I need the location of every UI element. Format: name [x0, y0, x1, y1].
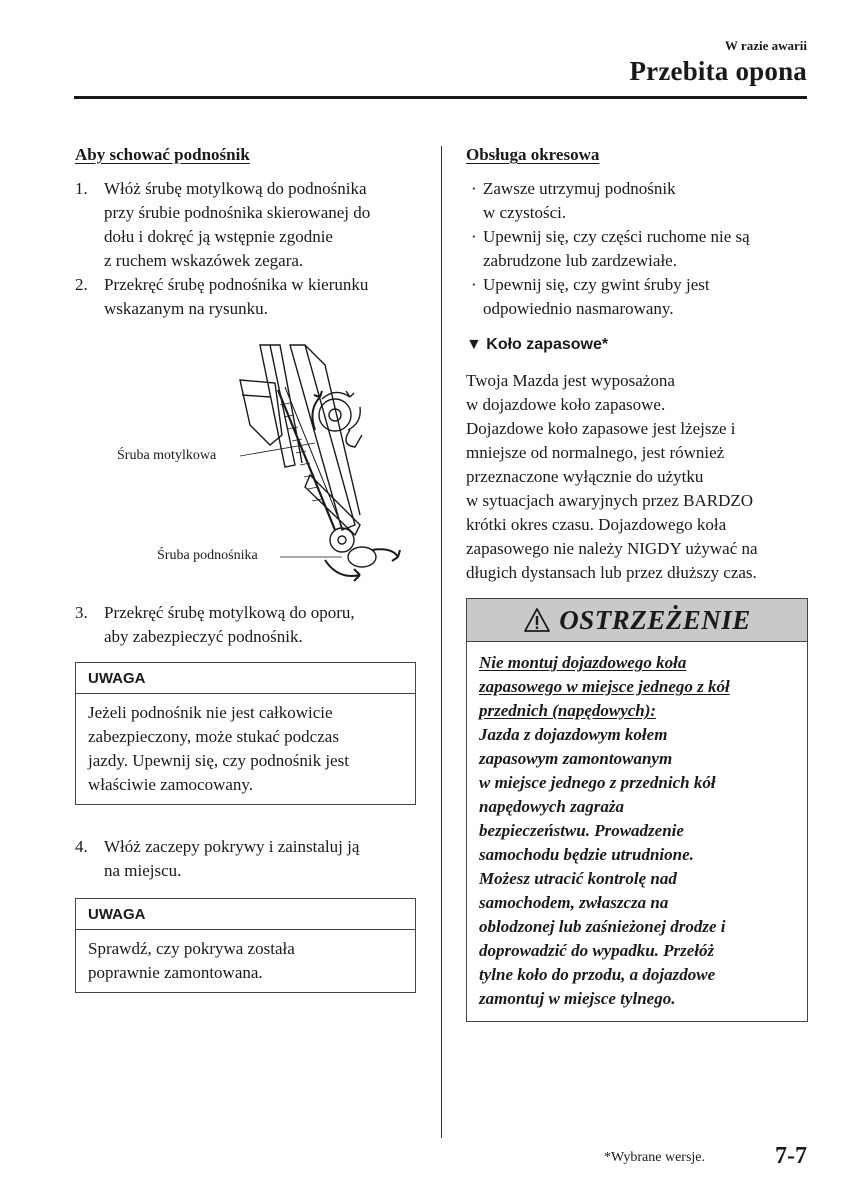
column-divider: [441, 146, 442, 1138]
caution-body: [76, 694, 415, 804]
list-item: [466, 177, 811, 225]
warning-triangle-icon: [523, 607, 551, 633]
step-line: Przekręć śrubę podnośnika w kierunku: [104, 275, 369, 294]
spare-wheel-heading: ▼ Koło zapasowe*: [466, 336, 609, 353]
text-line: Dojazdowe koło zapasowe jest lżejsze i: [466, 419, 736, 438]
caution-line: zabezpieczony, może stukać podczas: [88, 727, 339, 746]
text-line: w dojazdowe koło zapasowe.: [466, 395, 666, 414]
warning-line: napędowych zagraża: [479, 797, 624, 816]
bullet-dot: ·: [471, 227, 477, 246]
step-1: [75, 177, 425, 273]
step-line: dołu i dokręć ją wstępnie zgodnie: [104, 227, 333, 246]
warning-line: doprowadzić do wypadku. Przełóż: [479, 941, 715, 960]
warning-line: samochodu będzie utrudnione.: [479, 845, 694, 864]
bullet-dot: ·: [471, 275, 477, 294]
caution-line: poprawnie zamontowana.: [88, 963, 263, 982]
step-line: wskazanym na rysunku.: [104, 299, 268, 318]
steps-list: [75, 177, 425, 321]
page-title: Przebita opona: [629, 56, 807, 86]
list-line: Zawsze utrzymuj podnośnik: [483, 179, 676, 198]
jack-bolt-label: Śruba podnośnika: [157, 548, 258, 563]
section-label: W razie awarii: [724, 38, 807, 53]
warning-line: bezpieczeństwu. Prowadzenie: [479, 821, 684, 840]
caution-line: Sprawdź, czy pokrywa została: [88, 939, 295, 958]
step-number: 3.: [75, 603, 88, 622]
step-line: Włóż zaczepy pokrywy i zainstaluj ją: [104, 837, 360, 856]
step-number: 1.: [75, 179, 88, 198]
caution-title: UWAGA: [76, 663, 415, 694]
list-line: odpowiednio nasmarowany.: [483, 299, 674, 318]
warning-body: [467, 642, 807, 1021]
caution-line: jazdy. Upewnij się, czy podnośnik jest: [88, 751, 349, 770]
step-number: 4.: [75, 837, 88, 856]
step-line: na miejscu.: [104, 861, 182, 880]
caution-box-1: [75, 662, 416, 805]
warning-line: Nie montuj dojazdowego koła: [479, 653, 687, 672]
warning-line: przednich (napędowych):: [479, 701, 657, 720]
text-line: krótki okres czasu. Dojazdowego koła: [466, 515, 727, 534]
caution-box-2: [75, 898, 416, 993]
step-line: Włóż śrubę motylkową do podnośnika: [104, 179, 367, 198]
warning-header: [467, 599, 807, 642]
warning-line: oblodzonej lub zaśnieżonej drodze i: [479, 917, 726, 936]
warning-title: OSTRZEŻENIE: [559, 604, 751, 635]
warning-box: [466, 598, 808, 1022]
step-line: aby zabezpieczyć podnośnik.: [104, 627, 303, 646]
list-line: Upewnij się, czy części ruchome nie są: [483, 227, 750, 246]
bullet-dot: ·: [471, 179, 477, 198]
text-line: długich dystansach lub przez dłuższy czas.: [466, 563, 757, 582]
text-line: Twoja Mazda jest wyposażona: [466, 371, 675, 390]
spare-wheel-text: [466, 369, 811, 585]
maintenance-heading: Obsługa okresowa: [466, 145, 600, 164]
wing-bolt-label: Śruba motylkowa: [117, 448, 217, 463]
text-line: zapasowego nie należy NIGDY używać na: [466, 539, 758, 558]
maintenance-list: [466, 177, 811, 321]
list-line: w czystości.: [483, 203, 567, 222]
text-line: w sytuacjach awaryjnych przez BARDZO: [466, 491, 754, 510]
text-line: przeznaczone wyłącznie do użytku: [466, 467, 704, 486]
caution-line: właściwie zamocowany.: [88, 775, 254, 794]
caution-line: Jeżeli podnośnik nie jest całkowicie: [88, 703, 333, 722]
warning-line: samochodem, zwłaszcza na: [479, 893, 669, 912]
warning-line: tylne koło do przodu, a dojazdowe: [479, 965, 716, 984]
step-line: przy śrubie podnośnika skierowanej do: [104, 203, 371, 222]
warning-line: Jazda z dojazdowym kołem: [479, 725, 668, 744]
warning-line: zapasowym zamontowanym: [479, 749, 673, 768]
step-3: [75, 601, 425, 649]
warning-line: Możesz utracić kontrolę nad: [479, 869, 677, 888]
step-4: [75, 835, 425, 883]
text-line: mniejsze od normalnego, jest również: [466, 443, 725, 462]
warning-line: w miejsce jednego z przednich kół: [479, 773, 716, 792]
warning-line: zapasowego w miejsce jednego z kół: [479, 677, 730, 696]
list-line: zabrudzone lub zardzewiałe.: [483, 251, 677, 270]
caution-title: UWAGA: [76, 899, 415, 930]
step-number: 2.: [75, 275, 88, 294]
list-line: Upewnij się, czy gwint śruby jest: [483, 275, 710, 294]
step-line: Przekręć śrubę motylkową do oporu,: [104, 603, 355, 622]
header-rule: [74, 96, 807, 99]
list-item: [466, 273, 811, 321]
warning-line: zamontuj w miejsce tylnego.: [479, 989, 676, 1008]
step-2: [75, 273, 425, 321]
page-number: 7-7: [775, 1143, 807, 1169]
caution-body: [76, 930, 415, 992]
stow-jack-heading: Aby schować podnośnik: [75, 145, 250, 164]
footnote: *Wybrane wersje.: [604, 1150, 706, 1165]
step-line: z ruchem wskazówek zegara.: [104, 251, 304, 270]
list-item: [466, 225, 811, 273]
